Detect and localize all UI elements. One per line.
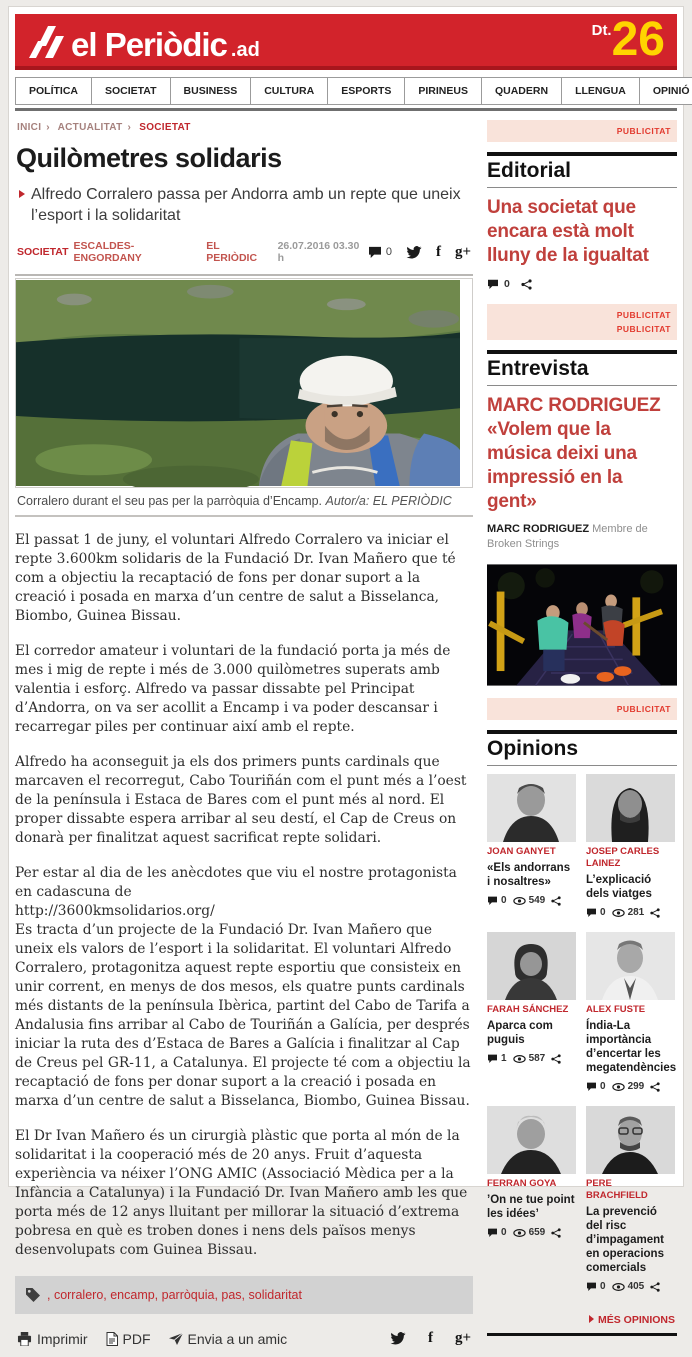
nav-item-politica[interactable]: POLÍTICA [15, 77, 92, 105]
comment-icon[interactable] [487, 279, 499, 289]
opinion-item[interactable]: FARAH SÁNCHEZ Aparca com puguis 1 587 [487, 932, 576, 1092]
gplus-icon[interactable]: g+ [454, 1330, 471, 1346]
gplus-icon[interactable]: g+ [454, 243, 471, 260]
more-opinions [487, 1306, 677, 1336]
opinion-item[interactable]: PERE BRACHFIELD La prevenció del risc d’impagament en operacions comercials 0 405 [586, 1106, 675, 1292]
views-icon [513, 897, 526, 905]
opinions-grid [487, 774, 677, 1306]
subtitle-arrow-icon [19, 190, 25, 198]
views-icon [513, 1055, 526, 1063]
logo-stripes-icon [25, 16, 67, 61]
share-icon[interactable] [551, 896, 561, 906]
publicitat-label: PUBLICITAT [616, 324, 671, 334]
breadcrumb-societat[interactable]: SOCIETAT [139, 122, 191, 133]
article-image [15, 278, 473, 488]
sidebar [487, 120, 677, 1357]
opinion-avatar [586, 774, 675, 842]
opinion-stats: 0 405 [586, 1281, 675, 1292]
opinion-item[interactable]: ALEX FUSTE Índia-La importància d’encertar les megatendències 0 299 [586, 932, 675, 1092]
section-entrevista[interactable]: Entrevista [487, 350, 677, 386]
comment-icon [586, 1082, 597, 1091]
send-button[interactable]: Envia a un amic [169, 1331, 288, 1347]
paragraph: El passat 1 de juny, el voluntari Alfredo Corralero va iniciar el repte 3.600km solidaris de la Fundació Dr. Ivan Mañero que té com a objectiu la recaptació de fons per donar suport a la creació i posada en marxa d’un centre de salut a Bisselanca, Biombo, Guinea Bissau. [15, 532, 456, 624]
opinion-avatar [487, 774, 576, 842]
editorial-comments: 0 [504, 278, 510, 290]
views-icon [612, 909, 625, 917]
meta-datetime: 26.07.2016 03.30 h [277, 240, 360, 264]
publicitat-label: PUBLICITAT [616, 704, 671, 714]
section-opinions[interactable]: Opinions [487, 730, 677, 766]
facebook-icon[interactable]: f [427, 1330, 433, 1346]
opinion-item[interactable]: FERRAN GOYA ’On ne tue point les idées’ 0 659 [487, 1106, 576, 1292]
breadcrumb-inici[interactable]: INICI [17, 122, 42, 133]
paragraph: Per estar al dia de les anècdotes que viu el nostre protagonista en cadascuna de [15, 865, 457, 900]
print-icon [17, 1332, 32, 1346]
share-icon[interactable] [650, 1282, 660, 1292]
comment-icon [586, 1282, 597, 1291]
divider [15, 274, 473, 276]
comment-icon [487, 896, 498, 905]
nav-item-esports[interactable]: ESPORTS [327, 77, 405, 105]
share-icon[interactable] [650, 1082, 660, 1092]
nav-item-business[interactable]: BUSINESS [170, 77, 252, 105]
print-button[interactable]: Imprimir [17, 1331, 88, 1347]
article-tags[interactable]: , corralero, encamp, parròquia, pas, solidaritat [47, 1288, 302, 1302]
tag-box [15, 1276, 473, 1314]
nav-item-llengua[interactable]: LLENGUA [561, 77, 640, 105]
pdf-icon [106, 1332, 118, 1346]
nav-item-cultura[interactable]: CULTURA [250, 77, 328, 105]
site-logo[interactable] [25, 16, 260, 64]
opinion-avatar [586, 1106, 675, 1174]
meta-location: ESCALDES-ENGORDANY [73, 240, 142, 264]
pdf-button[interactable]: PDF [106, 1331, 151, 1347]
nav-item-quadern[interactable]: QUADERN [481, 77, 562, 105]
ad-banner [487, 120, 677, 142]
logo-text: el Periòdic [71, 26, 227, 63]
entrevista-headline[interactable]: MARC RODRIGUEZ «Volem que la música deixi una impressió en la gent» [487, 395, 661, 512]
opinion-stats: 1 587 [487, 1053, 576, 1064]
article-actions [15, 1314, 473, 1357]
date-widget [591, 13, 665, 66]
opinion-stats: 0 281 [586, 907, 675, 918]
share-icon[interactable] [650, 908, 660, 918]
logo-suffix: .ad [230, 39, 260, 61]
comments-count: 0 [385, 246, 392, 258]
nav-item-societat[interactable]: SOCIETAT [91, 77, 171, 105]
opinion-item[interactable]: JOSEP CARLES LAINEZ L’explicació dels viatges 0 281 [586, 774, 675, 918]
arrow-right-icon [589, 1315, 594, 1323]
publicitat-label: PUBLICITAT [616, 310, 671, 320]
paragraph: Alfredo ha aconseguit ja els dos primers punts cardinals que marcaven el recorregut, Cabo Touriñán com el punt més a l’oest de la península i Estaca de Bares com el punt més al nord. El proper dissabte espera arribar al seu destí, el Cap de Creus on donarà per finalitzat aquest sacrificat repte solidari. [15, 754, 467, 846]
article-title: Quilòmetres solidaris [16, 143, 282, 173]
image-caption: Corralero durant el seu pas per la parròquia d’Encamp. Autor/a: EL PERIÒDIC [15, 488, 473, 517]
publicitat-label: PUBLICITAT [616, 126, 671, 136]
entrevista-image[interactable] [487, 564, 677, 686]
send-icon [169, 1333, 183, 1345]
more-opinions-link[interactable]: MÉS OPINIONS [589, 1314, 675, 1326]
meta-source: EL PERIÒDIC [206, 240, 258, 264]
masthead [15, 14, 677, 70]
section-editorial[interactable]: Editorial [487, 152, 677, 188]
paragraph: El corredor amateur i voluntari de la fundació porta ja més de mes i mig de repte i més de 3.000 quilòmetres superats amb valentia i esforç. Alfredo va passar dissabte pel Principat d’Andorra, on va ser acollit a Encamp i va poder descansar i recarregar piles per continuar així amb el repte. [15, 643, 451, 735]
twitter-icon[interactable] [390, 1332, 406, 1345]
comment-icon [487, 1054, 498, 1063]
share-icon[interactable] [521, 279, 532, 290]
entrevista-author: MARC RODRIGUEZ Membre de Broken Strings [487, 523, 648, 550]
comments-icon[interactable] [368, 246, 382, 258]
article-subtitle: Alfredo Corralero passa per Andorra amb un repte que uneix l’esport i la solidaritat [17, 184, 473, 226]
breadcrumb: INICI › ACTUALITAT › SOCIETAT [17, 122, 191, 133]
meta-section[interactable]: SOCIETAT [17, 246, 69, 258]
breadcrumb-actualitat[interactable]: ACTUALITAT [57, 122, 123, 133]
share-icon[interactable] [551, 1054, 561, 1064]
article-body [15, 517, 473, 1260]
share-icon[interactable] [551, 1228, 561, 1238]
main-nav [15, 77, 690, 111]
date-day: 26 [611, 13, 665, 66]
opinion-stats: 0 659 [487, 1227, 576, 1238]
comment-icon [586, 908, 597, 917]
opinion-avatar [487, 1106, 576, 1174]
opinion-stats: 0 549 [487, 895, 576, 906]
views-icon [612, 1283, 625, 1291]
views-icon [612, 1083, 625, 1091]
article-column [15, 120, 473, 1357]
facebook-icon[interactable]: f [435, 243, 441, 260]
opinion-avatar [586, 932, 675, 1000]
page [8, 6, 690, 1347]
views-icon [513, 1229, 526, 1237]
comment-icon [487, 1228, 498, 1237]
caption-author: Autor/a: EL PERIÒDIC [325, 494, 452, 508]
paragraph: Es tracta d’un projecte de la Fundació Dr. Ivan Mañero que uneix els valors de l’esport i la solidaritat. El voluntari Alfredo Corralero, protagonitza aquest repte esportiu que consisteix en unir corrent, en menys de dos mesos, els quatre punts cardinals més distants de la península Ibèrica, partint del Cabo de Tarifa a Andalusia fins arribar al Cabo de Touriñán a Galícia, per després iniciar la ruta des d’Estaca de Bares a Galícia i finalitzar al Cap de Creus pel GR-11, a Catalunya. El projecte té com a objectiu la recaptació de fons per donar suport a la creació i posada en marxa d’un centre de salut a Bisselanca, Biombo, Guinea Bissau. [15, 922, 471, 1109]
opinion-avatar [487, 932, 576, 1000]
date-prefix: Dt. [591, 22, 612, 39]
twitter-icon[interactable] [406, 246, 422, 259]
editorial-headline[interactable]: Una societat que encara està molt lluny de la igualtat [487, 197, 649, 266]
ad-banner [487, 698, 677, 720]
article-meta [15, 238, 473, 272]
nav-item-pirineus[interactable]: PIRINEUS [404, 77, 482, 105]
ad-banner [487, 304, 677, 340]
nav-item-opinio[interactable]: OPINIÓ [639, 77, 692, 105]
article-link[interactable]: http://3600kmsolidarios.org/ [15, 903, 215, 919]
opinion-item[interactable]: JOAN GANYET «Els andorrans i nosaltres» 0 549 [487, 774, 576, 918]
paragraph: El Dr Ivan Mañero és un cirurgià plàstic que porta al món de la solidaritat i la cooperació més de 20 anys. Fruit d’aquesta experiència va néixer l’ONG AMIC (Associació Mèdica per a la Infància a Catalunya) i la Fundació Dr. Ivan Mañero amb les que porta més de 12 anys lluitant per millorar la situació d’extrema pobresa en què es troben dones i nens dels països menys desenvolupats com Guinea Bissau. [15, 1128, 468, 1258]
tag-icon [25, 1287, 41, 1303]
editorial-stats [487, 276, 677, 304]
opinion-stats: 0 299 [586, 1081, 675, 1092]
